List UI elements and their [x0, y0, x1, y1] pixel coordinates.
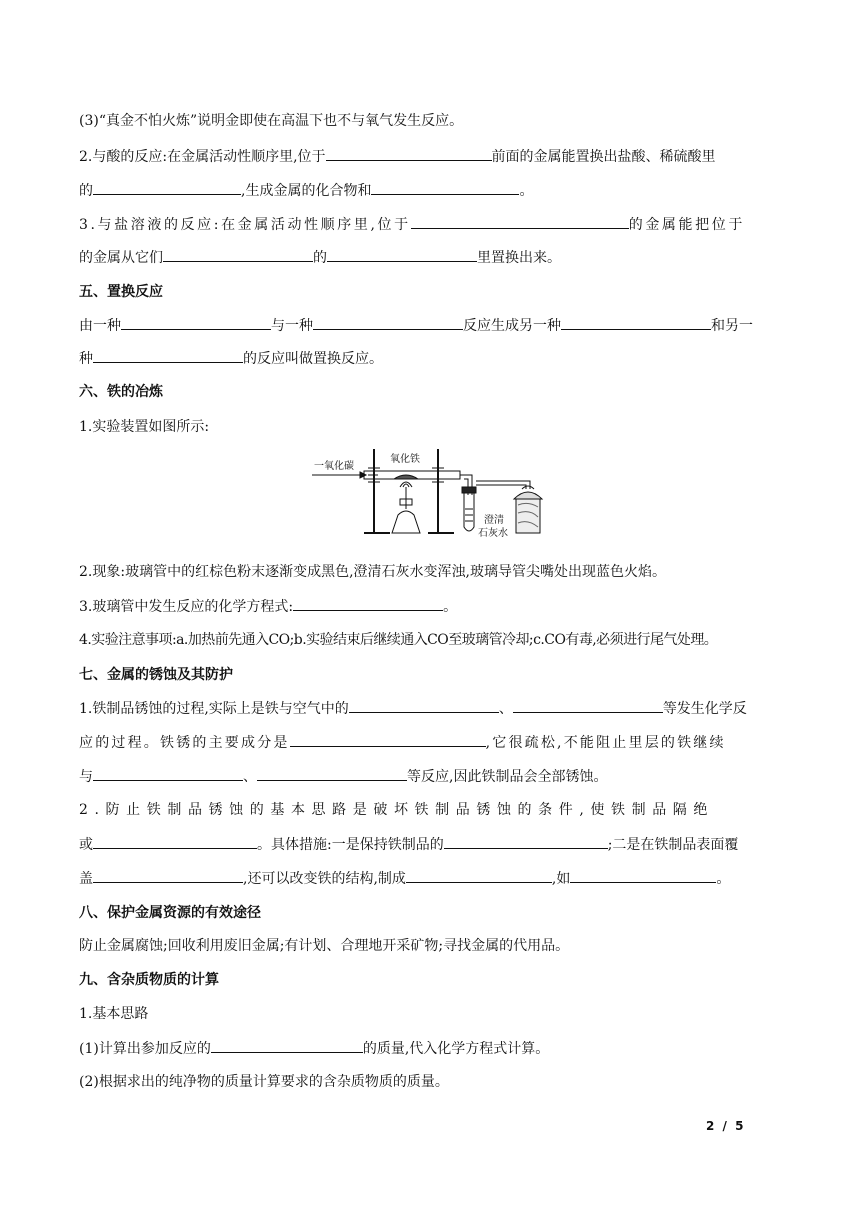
text-line: [79, 347, 781, 370]
text: 、: [498, 701, 513, 717]
section-heading: 九、含杂质物质的计算: [79, 972, 219, 988]
text: (1)计算出参加反应的: [79, 1041, 211, 1057]
text-line: [79, 629, 781, 651]
text-line: [79, 561, 781, 583]
text: 的金属从它们: [79, 250, 163, 266]
text: ,还可以改变铁的结构,制成: [243, 871, 406, 887]
text: 与: [79, 769, 93, 785]
section-heading: 八、保护金属资源的有效途径: [79, 905, 261, 921]
stopper: [462, 487, 476, 493]
answer-blank[interactable]: [326, 145, 492, 161]
test-tube: [464, 493, 474, 531]
text-line: [79, 731, 781, 754]
text: 防止金属腐蚀;回收利用废旧金属;有计划、合理地开采矿物;寻找金属的代用品。: [79, 938, 570, 954]
text-line: [79, 765, 781, 788]
text: (3)“真金不怕火炼”说明金即使在高温下也不与氧气发生反应。: [79, 113, 464, 129]
page-number: 2 / 5: [706, 1119, 744, 1133]
text: 的反应叫做置换反应。: [243, 351, 383, 367]
answer-blank[interactable]: [257, 765, 407, 781]
iron-oxide-powder: [394, 475, 418, 479]
text: 的: [79, 183, 93, 199]
answer-blank[interactable]: [513, 697, 663, 713]
text: 盖: [79, 871, 93, 887]
text-line: [79, 1071, 781, 1093]
text: (2)根据求出的纯净物的质量计算要求的含杂质物质的质量。: [79, 1074, 449, 1090]
iron-smelting-apparatus-figure: [308, 447, 548, 543]
text: 种: [79, 351, 93, 367]
text-line: [79, 246, 781, 269]
limewater-label-1: 澄清: [484, 515, 504, 526]
text: 应的过程。铁锈的主要成分是: [79, 735, 290, 751]
text: 由一种: [79, 318, 121, 334]
text-line: [79, 213, 781, 236]
text: ,它很疏松,不能阻止里层的铁继续: [485, 735, 726, 751]
text-line: [79, 1003, 781, 1025]
answer-blank[interactable]: [570, 867, 716, 883]
text-line: [79, 145, 781, 168]
text-line: [79, 1037, 781, 1060]
limewater-label-2: 石灰水: [478, 528, 508, 539]
text: 4.实验注意事项:a.加热前先通入CO;b.实验结束后继续通入CO至玻璃管冷却;c.CO有毒,必须进行尾气处理。: [79, 632, 718, 648]
answer-blank[interactable]: [371, 179, 519, 195]
text: 3.玻璃管中发生反应的化学方程式:: [79, 599, 294, 615]
iron-oxide-label: 氧化铁: [390, 454, 420, 465]
text: 1.基本思路: [79, 1006, 149, 1022]
text: 1.铁制品锈蚀的过程,实际上是铁与空气中的: [79, 701, 349, 717]
arrow-head: [360, 472, 366, 478]
text-line: [79, 179, 781, 202]
section-heading: 七、金属的锈蚀及其防护: [79, 667, 233, 683]
text: ;二是在铁制品表面覆: [607, 837, 739, 853]
text: 2.与酸的反应:在金属活动性顺序里,位于: [79, 149, 326, 165]
answer-blank[interactable]: [93, 833, 257, 849]
text: 1.实验装置如图所示:: [79, 419, 210, 435]
text-line: [79, 595, 781, 618]
section-heading: 六、铁的冶炼: [79, 384, 163, 400]
text-line: [79, 314, 781, 337]
alcohol-lamp: [392, 511, 420, 533]
text: 的: [313, 250, 327, 266]
text: 等反应,因此铁制品会全部锈蚀。: [407, 769, 608, 785]
answer-blank[interactable]: [293, 595, 443, 611]
answer-blank[interactable]: [290, 731, 486, 747]
answer-blank[interactable]: [211, 1037, 363, 1053]
text: 。具体措施:一是保持铁制品的: [257, 837, 444, 853]
answer-blank[interactable]: [561, 314, 711, 330]
answer-blank[interactable]: [93, 765, 243, 781]
text: 2.现象:玻璃管中的红棕色粉末逐渐变成黑色,澄清石灰水变浑浊,玻璃导管尖嘴处出现蓝色火焰。: [79, 564, 666, 580]
text: 与一种: [271, 318, 313, 334]
text: 、: [243, 769, 257, 785]
answer-blank[interactable]: [93, 347, 243, 363]
text-line: [79, 935, 781, 957]
answer-blank[interactable]: [349, 697, 499, 713]
answer-blank[interactable]: [444, 833, 608, 849]
section-heading: 五、置换反应: [79, 284, 163, 300]
text: 里置换出来。: [477, 250, 561, 266]
answer-blank[interactable]: [313, 314, 463, 330]
text: 。: [519, 183, 534, 199]
text-line: [79, 697, 781, 720]
text-line: [79, 416, 781, 438]
answer-blank[interactable]: [93, 179, 241, 195]
text: 3.与盐溶液的反应:在金属活动性顺序里,位于: [79, 217, 411, 233]
text-line: [79, 110, 781, 132]
text-line: [79, 833, 781, 856]
text: ,如: [551, 871, 571, 887]
text: 2.防止铁制品锈蚀的基本思路是破坏铁制品锈蚀的条件,使铁制品隔绝: [79, 802, 715, 818]
answer-blank[interactable]: [327, 246, 477, 262]
tail-flame: [522, 486, 534, 489]
text: 反应生成另一种: [463, 318, 561, 334]
answer-blank[interactable]: [93, 867, 243, 883]
text: 或: [79, 837, 93, 853]
text: 的金属能把位于: [628, 217, 745, 233]
answer-blank[interactable]: [411, 213, 629, 229]
text-line: [79, 867, 781, 890]
text: 的质量,代入化学方程式计算。: [362, 1041, 550, 1057]
text: 等发生化学反: [662, 701, 747, 717]
text: 。: [716, 871, 731, 887]
text: 。: [443, 599, 458, 615]
text: ,生成金属的化合物和: [241, 183, 372, 199]
answer-blank[interactable]: [163, 246, 313, 262]
co-label: 一氧化碳: [314, 461, 354, 472]
answer-blank[interactable]: [121, 314, 271, 330]
text: 和另一: [711, 318, 753, 334]
answer-blank[interactable]: [406, 867, 552, 883]
text-line: [79, 799, 781, 821]
text: 前面的金属能置换出盐酸、稀硫酸里: [491, 149, 716, 165]
